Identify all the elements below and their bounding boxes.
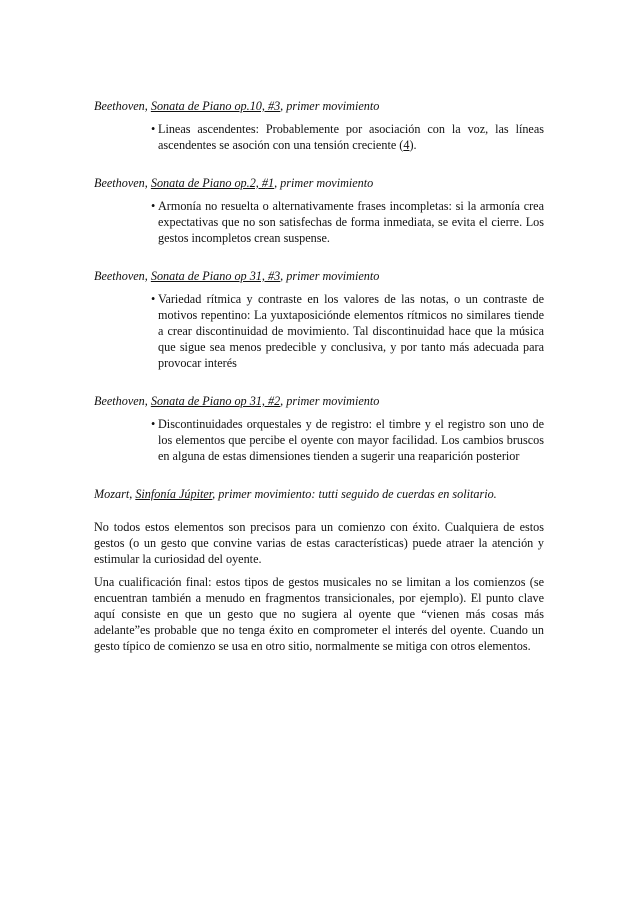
composer: Beethoven, (94, 269, 148, 283)
composer: Beethoven, (94, 394, 148, 408)
section-heading (94, 393, 544, 409)
bullet-text: Discontinuidades orquestales y de registro: el timbre y el registro son uno de los elementos que percibe el oyente con mayor facilidad. Los cambios bruscos en alguna de estas dimensiones tienden a sugerir una reaparición posterior (158, 417, 544, 463)
bullet-body: Lineas ascendentes: Probablemente por asociación con la voz, las líneas ascendentes se asoción con una tensión creciente ( (158, 122, 544, 152)
section-heading (94, 268, 544, 284)
document-page (94, 98, 544, 654)
bullet-icon: • (151, 199, 156, 213)
work-title: Sinfonía Júpiter (135, 487, 213, 501)
bullet-item (151, 416, 544, 464)
bullet-icon: • (151, 122, 156, 136)
composer: Mozart, (94, 487, 133, 501)
work-title: Sonata de Piano op 31, #3 (150, 269, 281, 283)
work-title: Sonata de Piano op.10, #3 (150, 99, 281, 113)
section-heading (94, 98, 544, 114)
work-title: Sonata de Piano op.2, #1 (150, 176, 275, 190)
work-title: Sonata de Piano op 31, #2 (150, 394, 281, 408)
heading-rest: , primer movimiento: tutti seguido de cuerdas en solitario. (212, 487, 497, 501)
composer: Beethoven, (94, 99, 148, 113)
heading-rest: , primer movimiento (280, 269, 380, 283)
section-heading (94, 175, 544, 191)
bullet-item (151, 291, 544, 371)
bullet-text: Variedad rítmica y contraste en los valores de las notas, o un contraste de motivos repentino: La yuxtaposiciónde elementos rítmicos no similares tiende a crear discontinuidad de movimiento. Tal discontinuidad hace que la música que sigue sea menos predecible y conclusiva, y por tanto más adecuada para provocar interés (158, 292, 544, 370)
body-paragraph: No todos estos elementos son precisos para un comienzo con éxito. Cualquiera de estos gestos (o un gesto que convine varias de estas características) puede atraer la atención y estimular la curiosidad del oyente. (94, 520, 544, 566)
body-paragraph: Una cualificación final: estos tipos de gestos musicales no se limitan a los comienzos (se encuentran también a menudo en fragmentos transicionales, por ejemplo). El punto clave aquí consiste en que un gesto que no sugiera al oyente que “vienen más cosas más adelante”es probable que no tenga éxito en comprometer el interés del oyente. Cuando un gesto típico de comienzo se usa en otro sitio, normalmente se mitiga con otros elementos. (94, 575, 544, 653)
composer: Beethoven, (94, 176, 148, 190)
bullet-text: Armonía no resuelta o alternativamente frases incompletas: si la armonía crea expectativas que no son satisfechas de forma inmediata, se evita el cierre. Los gestos incompletos crean suspense. (158, 199, 544, 245)
bullet-text (158, 121, 544, 153)
bullet-item (151, 121, 544, 153)
reference-link[interactable]: 4 (403, 138, 410, 152)
heading-rest: , primer movimiento (280, 394, 380, 408)
section-heading (94, 486, 544, 502)
bullet-item (151, 198, 544, 246)
bullet-icon: • (151, 292, 156, 306)
heading-rest: , primer movimiento (280, 99, 380, 113)
bullet-icon: • (151, 417, 156, 431)
bullet-end: ). (409, 138, 417, 152)
heading-rest: , primer movimiento (274, 176, 374, 190)
